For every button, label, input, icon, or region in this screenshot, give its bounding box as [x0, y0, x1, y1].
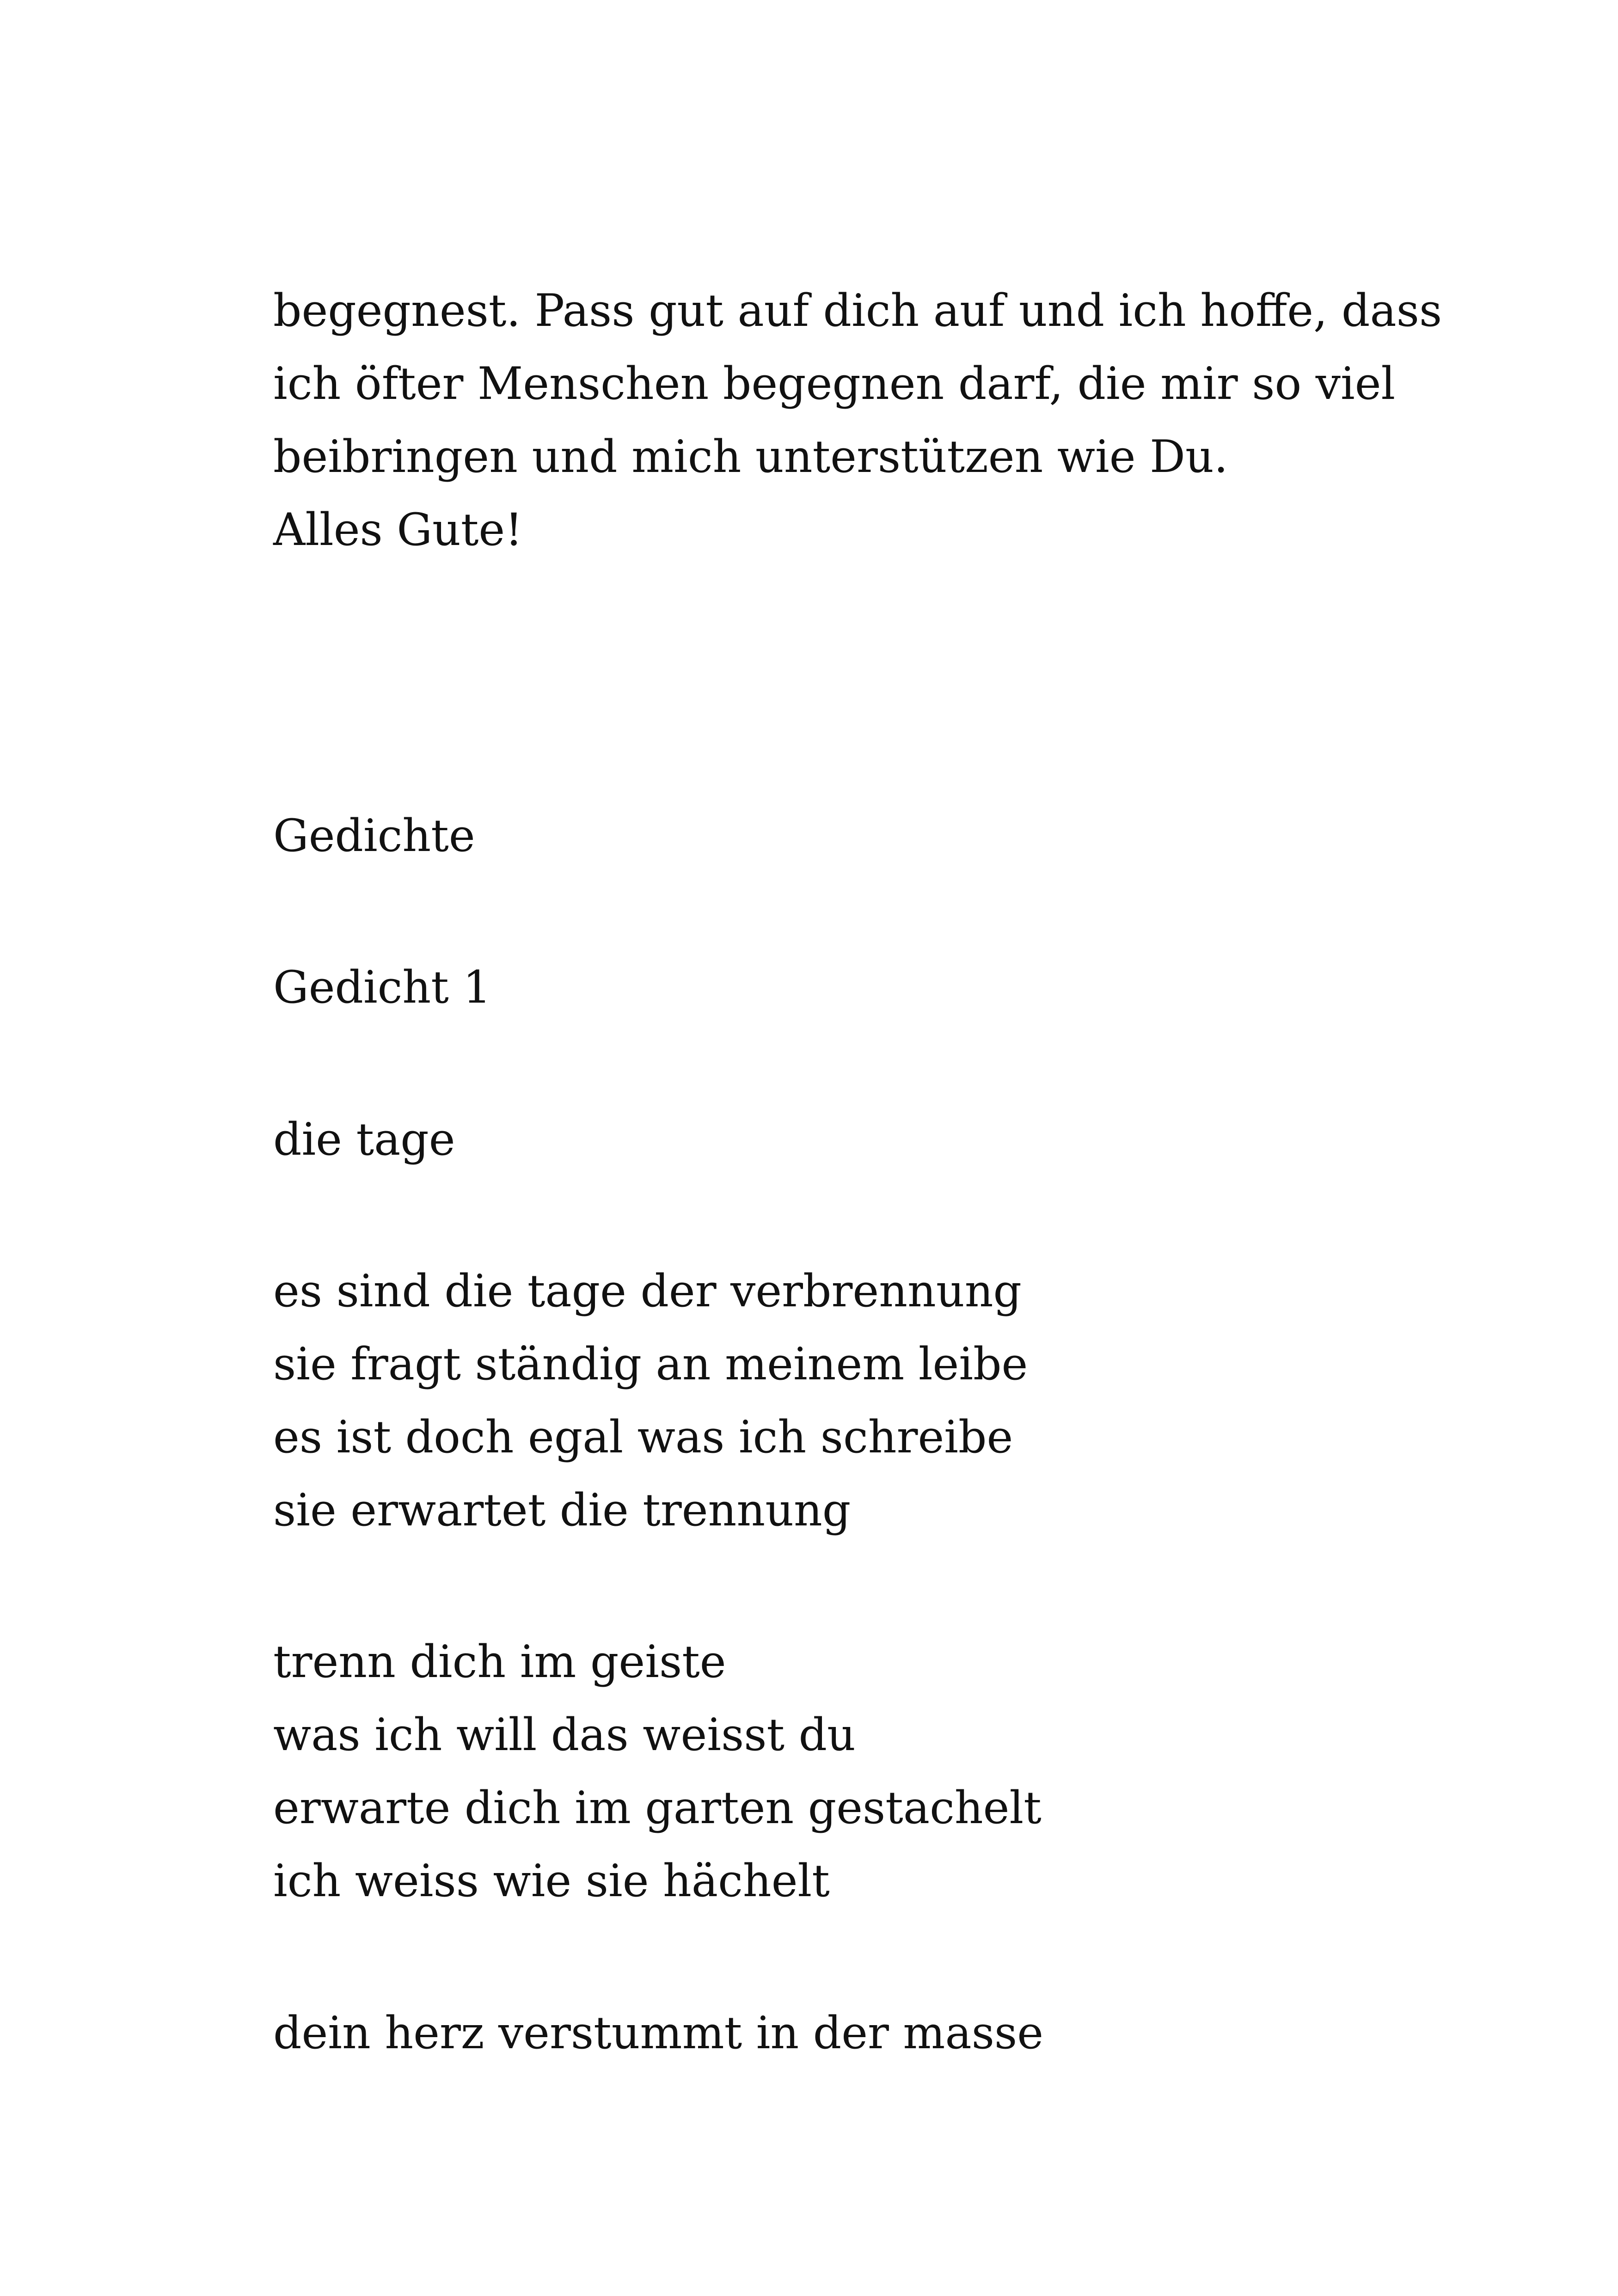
poem-line: ich weiss wie sie hächelt: [273, 1855, 830, 1907]
poem-line: sie fragt ständig an meinem leibe: [273, 1338, 1028, 1390]
poem-line: es sind die tage der verbrennung: [273, 1265, 1022, 1317]
poem-line: erwarte dich im garten gestachelt: [273, 1782, 1042, 1834]
letter-signoff: Alles Gute!: [273, 504, 523, 556]
poem-line: dein herz verstummt in der masse: [273, 2007, 1044, 2059]
poem-line: trenn dich im geiste: [273, 1636, 726, 1688]
section-title: Gedichte: [273, 810, 475, 862]
poem-line: sie erwartet die trennung: [273, 1484, 851, 1536]
poem-line: was ich will das weisst du: [273, 1709, 856, 1761]
poem-line: es ist doch egal was ich schreibe: [273, 1411, 1013, 1463]
poem-heading: Gedicht 1: [273, 961, 491, 1013]
letter-line: begegnest. Pass gut auf dich auf und ich hoffe, dass: [273, 285, 1442, 337]
letter-line: ich öfter Menschen begegnen darf, die mir so viel: [273, 358, 1396, 410]
poem-title: die tage: [273, 1114, 455, 1165]
letter-line: beibringen und mich unterstützen wie Du.: [273, 431, 1228, 483]
